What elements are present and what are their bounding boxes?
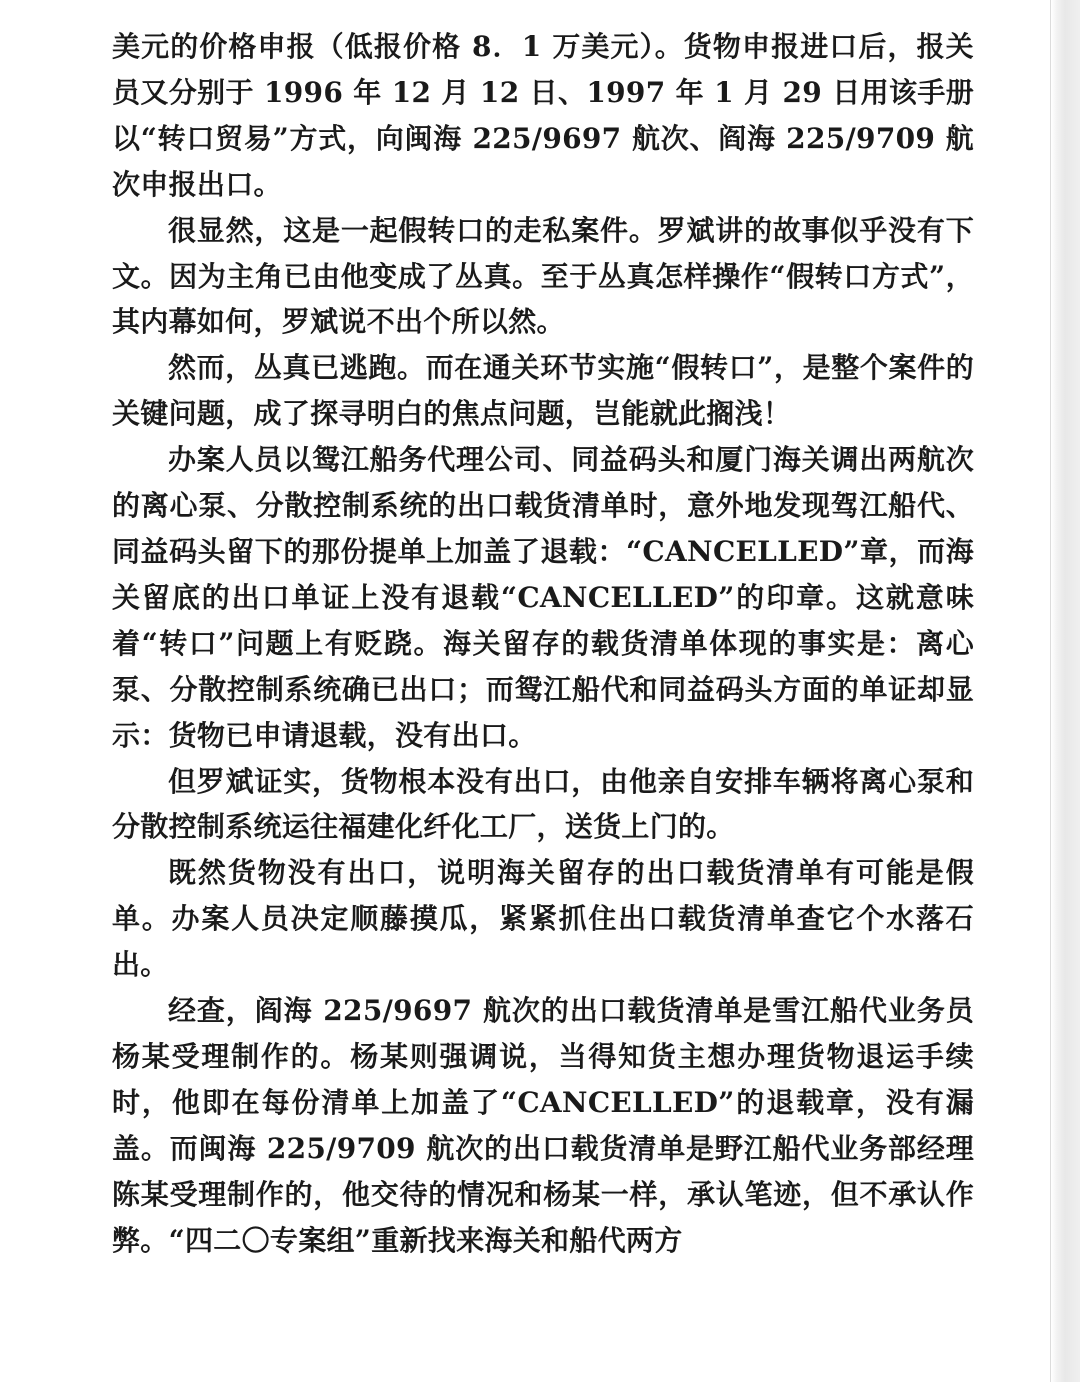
paragraph-5: 但罗斌证实，货物根本没有出口，由他亲自安排车辆将离心泵和分散控制系统运往福建化纤化工厂，送货上门的。 <box>112 764 974 844</box>
paragraph-2: 很显然，这是一起假转口的走私案件。罗斌讲的故事似乎没有下文。因为主角已由他变成了丛真。至于丛真怎样操作“假转口方式”，其内幕如何，罗斌说不出个所以然。 <box>112 213 974 339</box>
paragraph-3: 然而，丛真已逃跑。而在通关环节实施“假转口”，是整个案件的关键问题，成了探寻明白的焦点问题，岂能就此搁浅！ <box>112 351 974 431</box>
paragraph-7: 经查，阎海 225/9697 航次的出口载货清单是雪江船代业务员杨某受理制作的。杨某则强调说，当得知货主想办理货物退运手续时，他即在每份清单上加盖了“CANCELLED”的退载章，没有漏盖。而闽海 225/9709 航次的出口载货清单是野江船代业务部经理陈某受理制作的，他交待的情况和杨某一样，承认笔迹，但不承认作弊。“四二〇专案组”重新找来海关和船代两方 <box>112 994 974 1257</box>
paragraph-1: 美元的价格申报（低报价格 8．1 万美元）。货物申报进口后，报关员又分别于 1996 年 12 月 12 日、1997 年 1 月 29 日用该手册以“转口贸易”方式，向闽海 225/9697 航次、阎海 225/9709 航次申报出口。 <box>112 30 974 201</box>
paragraph-4: 办案人员以鸳江船务代理公司、同益码头和厦门海关调出两航次的离心泵、分散控制系统的出口载货清单时，意外地发现驾江船代、同益码头留下的那份提单上加盖了退载：“CANCELLED”章，而海关留底的出口单证上没有退载“CANCELLED”的印章。这就意味着“转口”问题上有贬跷。海关留存的载货清单体现的事实是：离心泵、分散控制系统确已出口；而鸳江船代和同益码头方面的单证却显示：货物已申请退载，没有出口。 <box>112 443 974 752</box>
page-edge-shadow <box>1050 0 1080 1382</box>
page-text <box>112 24 974 1263</box>
paragraph-6: 既然货物没有出口，说明海关留存的出口载货清单有可能是假单。办案人员决定顺藤摸瓜，紧紧抓住出口载货清单查它个水落石出。 <box>112 856 974 982</box>
